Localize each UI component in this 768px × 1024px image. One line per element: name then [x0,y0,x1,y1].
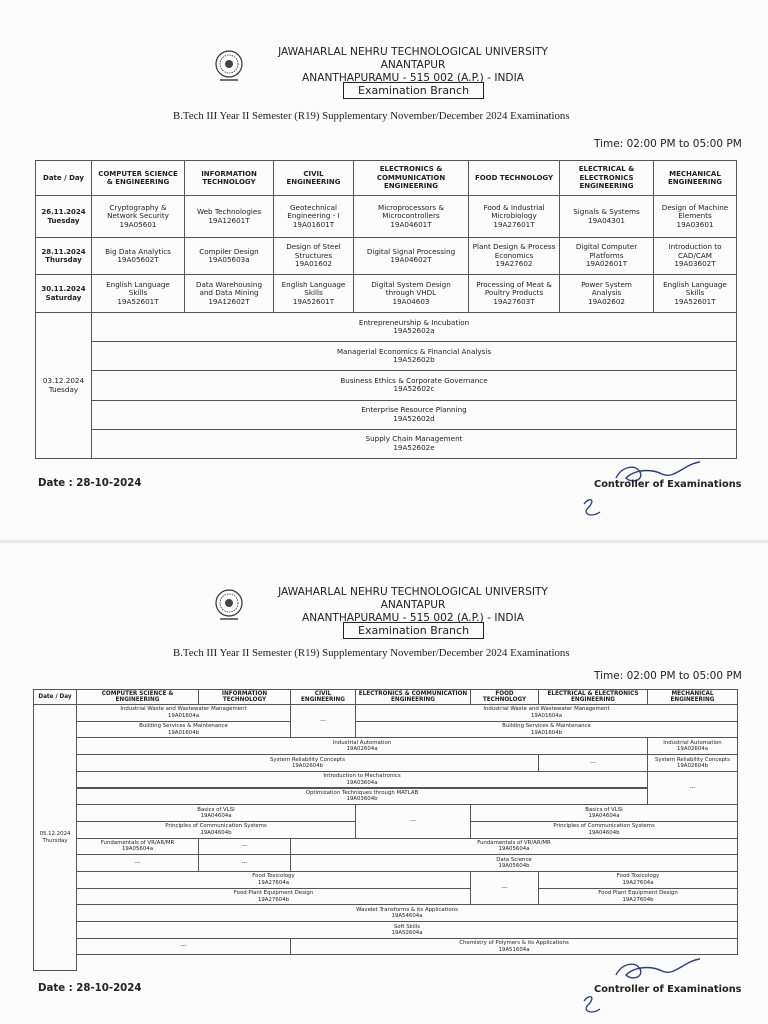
university-name [248,586,578,625]
subject-cell-line: Engineering - I [287,211,340,221]
subject-cell [559,274,654,313]
common-subject-cell-line: 19A52602b [393,355,435,365]
subject-cell-line: Industrial Waste and Wastewater Management [483,706,610,713]
no-exam-cell-line: --- [689,784,696,791]
column-header [653,160,737,196]
subject-cell [76,754,539,772]
subject-cell-line: Fundamentals of VR/AR/MR [100,840,175,847]
subject-cell-line: Platforms [589,250,624,260]
common-subject-cell-line: Enterprise Resource Planning [361,405,467,415]
no-exam-cell [290,704,356,738]
subject-cell [184,274,274,313]
subject-cell [653,274,737,313]
column-header [273,160,354,196]
exam-date-cell-line: Thursday [42,837,68,844]
subject-cell-line: 19A04604a [588,813,620,820]
issue-date: Date : 28-10-2024 [38,478,142,489]
common-subject-cell-line: Entrepreneurship & Incubation [358,317,470,327]
common-subject-cell [91,429,737,459]
no-exam-cell [198,838,291,856]
subject-cell-line: Fundamentals of VR/AR/MR [477,840,551,847]
subject-cell [290,854,738,872]
no-exam-cell [538,754,648,772]
subject-cell [647,737,738,755]
subject-cell-line: 19A01601T [292,219,335,229]
column-header-line: MECHANICAL [669,169,721,178]
subject-cell-line: Plant Design & Process [472,242,556,252]
subject-cell [470,804,738,822]
university-address: ANANTHAPURAMU - 515 002 (A.P.) - INDIA [302,612,524,624]
subject-cell [273,237,354,275]
subject-cell-line: 19A12602T [208,296,250,306]
common-subject-cell-line: 19A52602d [393,413,435,423]
column-header-line: CIVIL ENGINEERING [286,169,341,186]
university-title: JAWAHARLAL NEHRU TECHNOLOGICAL UNIVERSITY ANANTAPUR [278,586,548,611]
subject-cell-line: through VHDL [385,288,437,298]
no-exam-cell [198,854,291,872]
subject-cell [76,771,648,789]
column-header-line: INFORMATION [201,169,257,178]
subject-cell [76,904,738,922]
subject-cell-line: Building Services & Maintenance [502,723,591,730]
column-header-line: COMMUNICATION [376,173,446,182]
subject-cell-line: Skills [128,288,148,298]
no-exam-cell [647,771,738,805]
column-header-line: ELECTRICAL & ELECTRONICS [547,690,639,697]
exam-date-cell [35,274,92,313]
subject-cell [76,838,199,856]
no-exam-cell-line: --- [134,859,141,866]
exam-date-cell-line: 05.12.2024 [39,831,71,838]
subject-cell-line: 19A03604a [346,779,378,786]
subject-cell-line: 19A02604a [677,746,708,753]
column-header-line: ENGINEERING [571,697,615,703]
subject-cell-line: Food Plant Equipment Design [233,890,314,897]
issue-date: Date : 28-10-2024 [38,983,142,994]
no-exam-cell [76,938,291,956]
subject-cell-line: Food Plant Equipment Design [598,890,678,897]
column-header [355,689,471,705]
subject-cell-line: Digital Signal Processing [366,246,456,256]
subject-cell-line: Microbiology [491,211,537,221]
subject-cell-line: 19A04604b [588,829,620,836]
subject-cell-line: System Reliability Concepts [270,756,345,763]
subject-cell-line: 19A01604a [168,712,199,719]
subject-cell [273,195,354,238]
subject-cell-line: Principles of Communication Systems [165,823,267,830]
timetable-1 [35,160,736,458]
common-subject-cell-line: Business Ethics & Corporate Governance [340,376,488,386]
subject-cell-line: 19A02601T [585,259,628,269]
timetable-2 [33,689,737,971]
subject-cell [76,888,471,906]
timetable-sheet-2 [0,543,768,1024]
column-header-line: FOOD TECHNOLOGY [474,173,554,182]
column-header-line: INFORMATION TECHNOLOGY [221,690,268,703]
no-exam-cell-line: --- [241,843,248,850]
column-header [91,160,185,196]
subject-cell-line: Soft Skills [393,923,421,930]
column-header-line: TECHNOLOGY [202,178,256,186]
common-subject-cell-line: Supply Chain Management [365,434,463,444]
no-exam-cell-line: --- [180,943,187,950]
subject-cell-line: 19A02604a [346,746,378,753]
subject-cell [76,737,648,755]
subject-cell [468,195,560,238]
common-subject-cell [91,312,737,342]
subject-cell-line: Structures [294,250,333,260]
subject-cell-line: Building Services & Maintenance [139,723,228,730]
subject-cell-line: Introduction to Mechatronics [323,773,401,780]
subject-cell-line: 19A02602 [588,296,625,306]
subject-cell [353,274,469,313]
column-header [353,160,469,196]
column-header [35,160,92,196]
subject-cell-line: 19A05601 [119,219,157,229]
subject-cell-line: 19A03601 [676,219,714,229]
subject-cell-line: 19A04603 [392,296,430,306]
subject-cell-line: and Data Mining [199,288,259,298]
subject-cell-line: 19A05603a [208,255,250,264]
subject-cell-line: Principles of Communication Systems [553,823,655,830]
subject-cell-line: Design of Machine [661,202,729,212]
subject-cell [184,237,274,275]
exam-time: Time: 02:00 PM to 05:00 PM [594,138,742,150]
subject-cell-line: 19A54604a [391,913,423,920]
exam-date-cell-line: Thursday [45,256,82,264]
subject-cell-line: Power System [581,279,632,289]
subject-cell-line: 19A27604a [258,879,289,886]
subject-cell [470,821,738,839]
semester-title: B.Tech III Year II Semester (R19) Supplementary November/December 2024 Examinations [173,110,570,122]
column-header [559,160,654,196]
subject-cell-line: Microcontrollers [382,211,440,221]
subject-cell [538,888,738,906]
column-header [470,689,539,705]
subject-cell [653,195,737,238]
subject-cell-line: Data Warehousing [195,279,263,289]
exam-date-cell [35,237,92,275]
subject-cell-line: Food Toxicology [252,873,295,880]
common-subject-cell-line: 19A52602a [393,326,435,336]
university-seal-icon [212,588,246,622]
column-header [33,689,77,705]
subject-cell [353,195,469,238]
common-subject-cell-line: 19A52602e [393,442,435,452]
subject-cell [91,195,185,238]
exam-date-cell [33,704,77,971]
column-header-line: Date / Day [38,693,72,700]
column-header-line: ENGINEERING [579,182,634,191]
university-title: JAWAHARLAL NEHRU TECHNOLOGICAL UNIVERSITY ANANTAPUR [278,46,548,71]
subject-cell-line: Network Security [107,211,169,221]
subject-cell-line: 19A01604b [167,729,200,736]
subject-cell-line: Skills [685,288,705,298]
subject-cell-line: 19A01602 [295,259,332,269]
subject-cell-line: Data Science [496,856,532,863]
subject-cell-line: English Language [106,279,170,289]
column-header-line: ELECTRONICS [579,173,634,182]
subject-cell-line: 19A05604a [122,846,153,853]
university-seal-icon [212,49,246,83]
semester-title: B.Tech III Year II Semester (R19) Supplementary November/December 2024 Examinations [173,647,570,659]
column-header-line: COMPUTER SCIENCE & ENGINEERING [101,690,174,703]
column-header-line: ENGINEERING [391,697,435,703]
column-header [76,689,199,705]
subject-cell-line: Food & Industrial [483,202,545,212]
subject-cell-line: Analysis [591,288,622,298]
subject-cell-line: 19A01604a [531,712,562,719]
controller-of-examinations: Controller of Examinations [594,984,742,995]
subject-cell-line: 19A27604b [622,896,654,903]
subject-cell-line: Introduction to [668,242,722,252]
subject-cell-line: Signals & Systems [573,207,640,217]
common-subject-cell [91,400,737,430]
subject-cell-line: English Language [663,279,727,289]
exam-date-cell-line: Saturday [45,293,82,302]
column-header-line: Date / Day [43,173,84,182]
column-header-line: ELECTRICAL & [578,165,635,174]
subject-cell-line: 19A02604b [676,762,709,769]
subject-cell [538,871,738,889]
subject-cell [76,871,471,889]
column-header-line: COMPUTER SCIENCE [98,169,178,178]
examination-branch-label: Examination Branch [343,622,484,639]
university-address: ANANTHAPURAMU - 515 002 (A.P.) - INDIA [302,72,524,84]
subject-cell [184,195,274,238]
column-header-line: ELECTRONICS & COMMUNICATION [358,690,468,697]
exam-date-cell-line: 28.11.2024 [41,247,86,256]
subject-cell-line: Skills [304,288,323,298]
subject-cell-line: Compiler Design [199,246,259,256]
examination-branch-label: Examination Branch [343,82,484,99]
no-exam-cell-line: --- [241,859,248,866]
common-subject-cell [91,370,737,400]
subject-cell-line: 19A27601T [493,219,535,229]
subject-cell-line: 19A03602T [674,259,716,269]
exam-date-cell [35,195,92,238]
controller-of-examinations: Controller of Examinations [594,479,742,490]
column-header-line: ELECTRONICS & [379,165,443,174]
subject-cell-line: 19A05602T [117,255,159,264]
subject-cell-line: Digital Computer [575,242,638,252]
subject-cell-line: Poultry Products [484,288,544,298]
subject-cell-line: 19A04604a [200,813,232,820]
subject-cell-line: Basics of VLSI [197,806,235,813]
column-header [538,689,648,705]
subject-cell-line: Digital System Design [371,279,451,289]
subject-cell-line: 19A04602T [390,255,432,264]
subject-cell-line: 19A05604a [498,846,530,853]
subject-cell [468,237,560,275]
subject-cell-line: Big Data Analytics [105,246,171,256]
subject-cell-line: System Reliability Concepts [655,756,730,763]
subject-cell-line: Industrial Waste and Wastewater Management [120,706,247,713]
subject-cell-line: Cryptography & [109,202,167,212]
exam-date-cell [35,312,92,459]
no-exam-cell-line: --- [410,818,416,825]
subject-cell-line: Processing of Meat & [476,279,552,289]
subject-cell-line: English Language [281,279,346,289]
exam-date-cell-line: Tuesday [48,384,79,394]
column-header [184,160,274,196]
subject-cell-line: Economics [494,250,534,260]
exam-date-cell-line: Tuesday [47,216,80,225]
subject-cell [653,237,737,275]
subject-cell-line: 19A27604b [257,896,290,903]
subject-cell [559,195,654,238]
subject-cell-line: Wavelet Transforms & its Applications [356,906,458,913]
exam-date-cell-line: 30.11.2024 [41,285,86,294]
subject-cell [76,721,291,739]
subject-cell [273,274,354,313]
subject-cell-line: Optimization Techniques through MATLAB [305,789,419,796]
column-header-line: MECHANICAL ENGINEERING [670,690,715,703]
university-name [248,46,578,85]
subject-cell-line: 19A52604a [391,929,423,936]
subject-cell [290,838,738,856]
subject-cell-line: Microprocessors & [378,202,444,212]
subject-cell-line: 19A04604b [200,829,232,836]
subject-cell [355,721,738,739]
subject-cell-line: 19A52601T [117,296,159,306]
subject-cell-line: Geotechnical [289,202,338,212]
subject-cell-line: Web Technologies [196,207,262,217]
subject-cell-line: 19A51604a [498,946,530,953]
subject-cell-line: 19A27604a [622,879,654,886]
subject-cell-line: CAD/CAM [677,250,713,260]
subject-cell-line: 19A05604b [498,863,530,870]
no-exam-cell-line: --- [501,884,508,891]
no-exam-cell-line: --- [590,759,596,766]
subject-cell [91,274,185,313]
common-subject-cell-line: 19A52602c [393,384,435,394]
subject-cell [76,704,291,722]
subject-cell [355,704,738,722]
subject-cell [76,821,356,839]
subject-cell-line: 19A12601T [208,215,250,225]
no-exam-cell [76,854,199,872]
common-subject-cell [91,341,737,371]
subject-cell-line: Basics of VLSI [585,806,623,813]
subject-cell [468,274,560,313]
column-header [198,689,291,705]
common-subject-cell-line: Managerial Economics & Financial Analysis [336,346,492,356]
subject-cell [353,237,469,275]
no-exam-cell-line: --- [320,717,326,724]
subject-cell-line: 19A02604b [291,762,324,769]
exam-date-cell-line: 26.11.2024 [41,208,86,217]
subject-cell-line: Food Toxicology [616,873,660,880]
column-header [647,689,738,705]
no-exam-cell [470,871,539,905]
subject-cell-line: 19A04601T [390,219,432,229]
subject-cell [559,237,654,275]
subject-cell-line: Chemistry of Polymers & its Applications [459,940,569,947]
subject-cell [76,921,738,939]
column-header-line: CIVIL ENGINEERING [301,690,345,703]
subject-cell-line: Design of Steel [286,242,341,252]
column-header-line: ENGINEERING [383,182,438,191]
no-exam-cell [355,804,471,838]
subject-cell-line: Elements [678,211,712,221]
column-header-line: FOOD TECHNOLOGY [482,690,527,703]
exam-time: Time: 02:00 PM to 05:00 PM [594,670,742,682]
subject-cell-line: 19A52601T [292,296,335,306]
exam-date-cell-line: 03.12.2024 [42,376,85,386]
subject-cell [76,804,356,822]
column-header [468,160,560,196]
subject-cell [76,788,648,806]
column-header [290,689,356,705]
subject-cell-line: 19A04301 [588,215,625,225]
subject-cell-line: 19A52601T [674,296,716,306]
subject-cell-line: Industrial Automation [332,739,392,746]
column-header-line: & ENGINEERING [106,178,170,186]
subject-cell [647,754,738,772]
subject-cell-line: 19A01604b [530,729,563,736]
subject-cell-line: 19A27602 [495,259,533,269]
subject-cell-line: 19A27603T [493,296,535,306]
subject-cell-line: 19A03604b [346,796,378,803]
column-header-line: ENGINEERING [667,178,722,186]
subject-cell-line: Industrial Automation [663,739,722,746]
subject-cell [91,237,185,275]
